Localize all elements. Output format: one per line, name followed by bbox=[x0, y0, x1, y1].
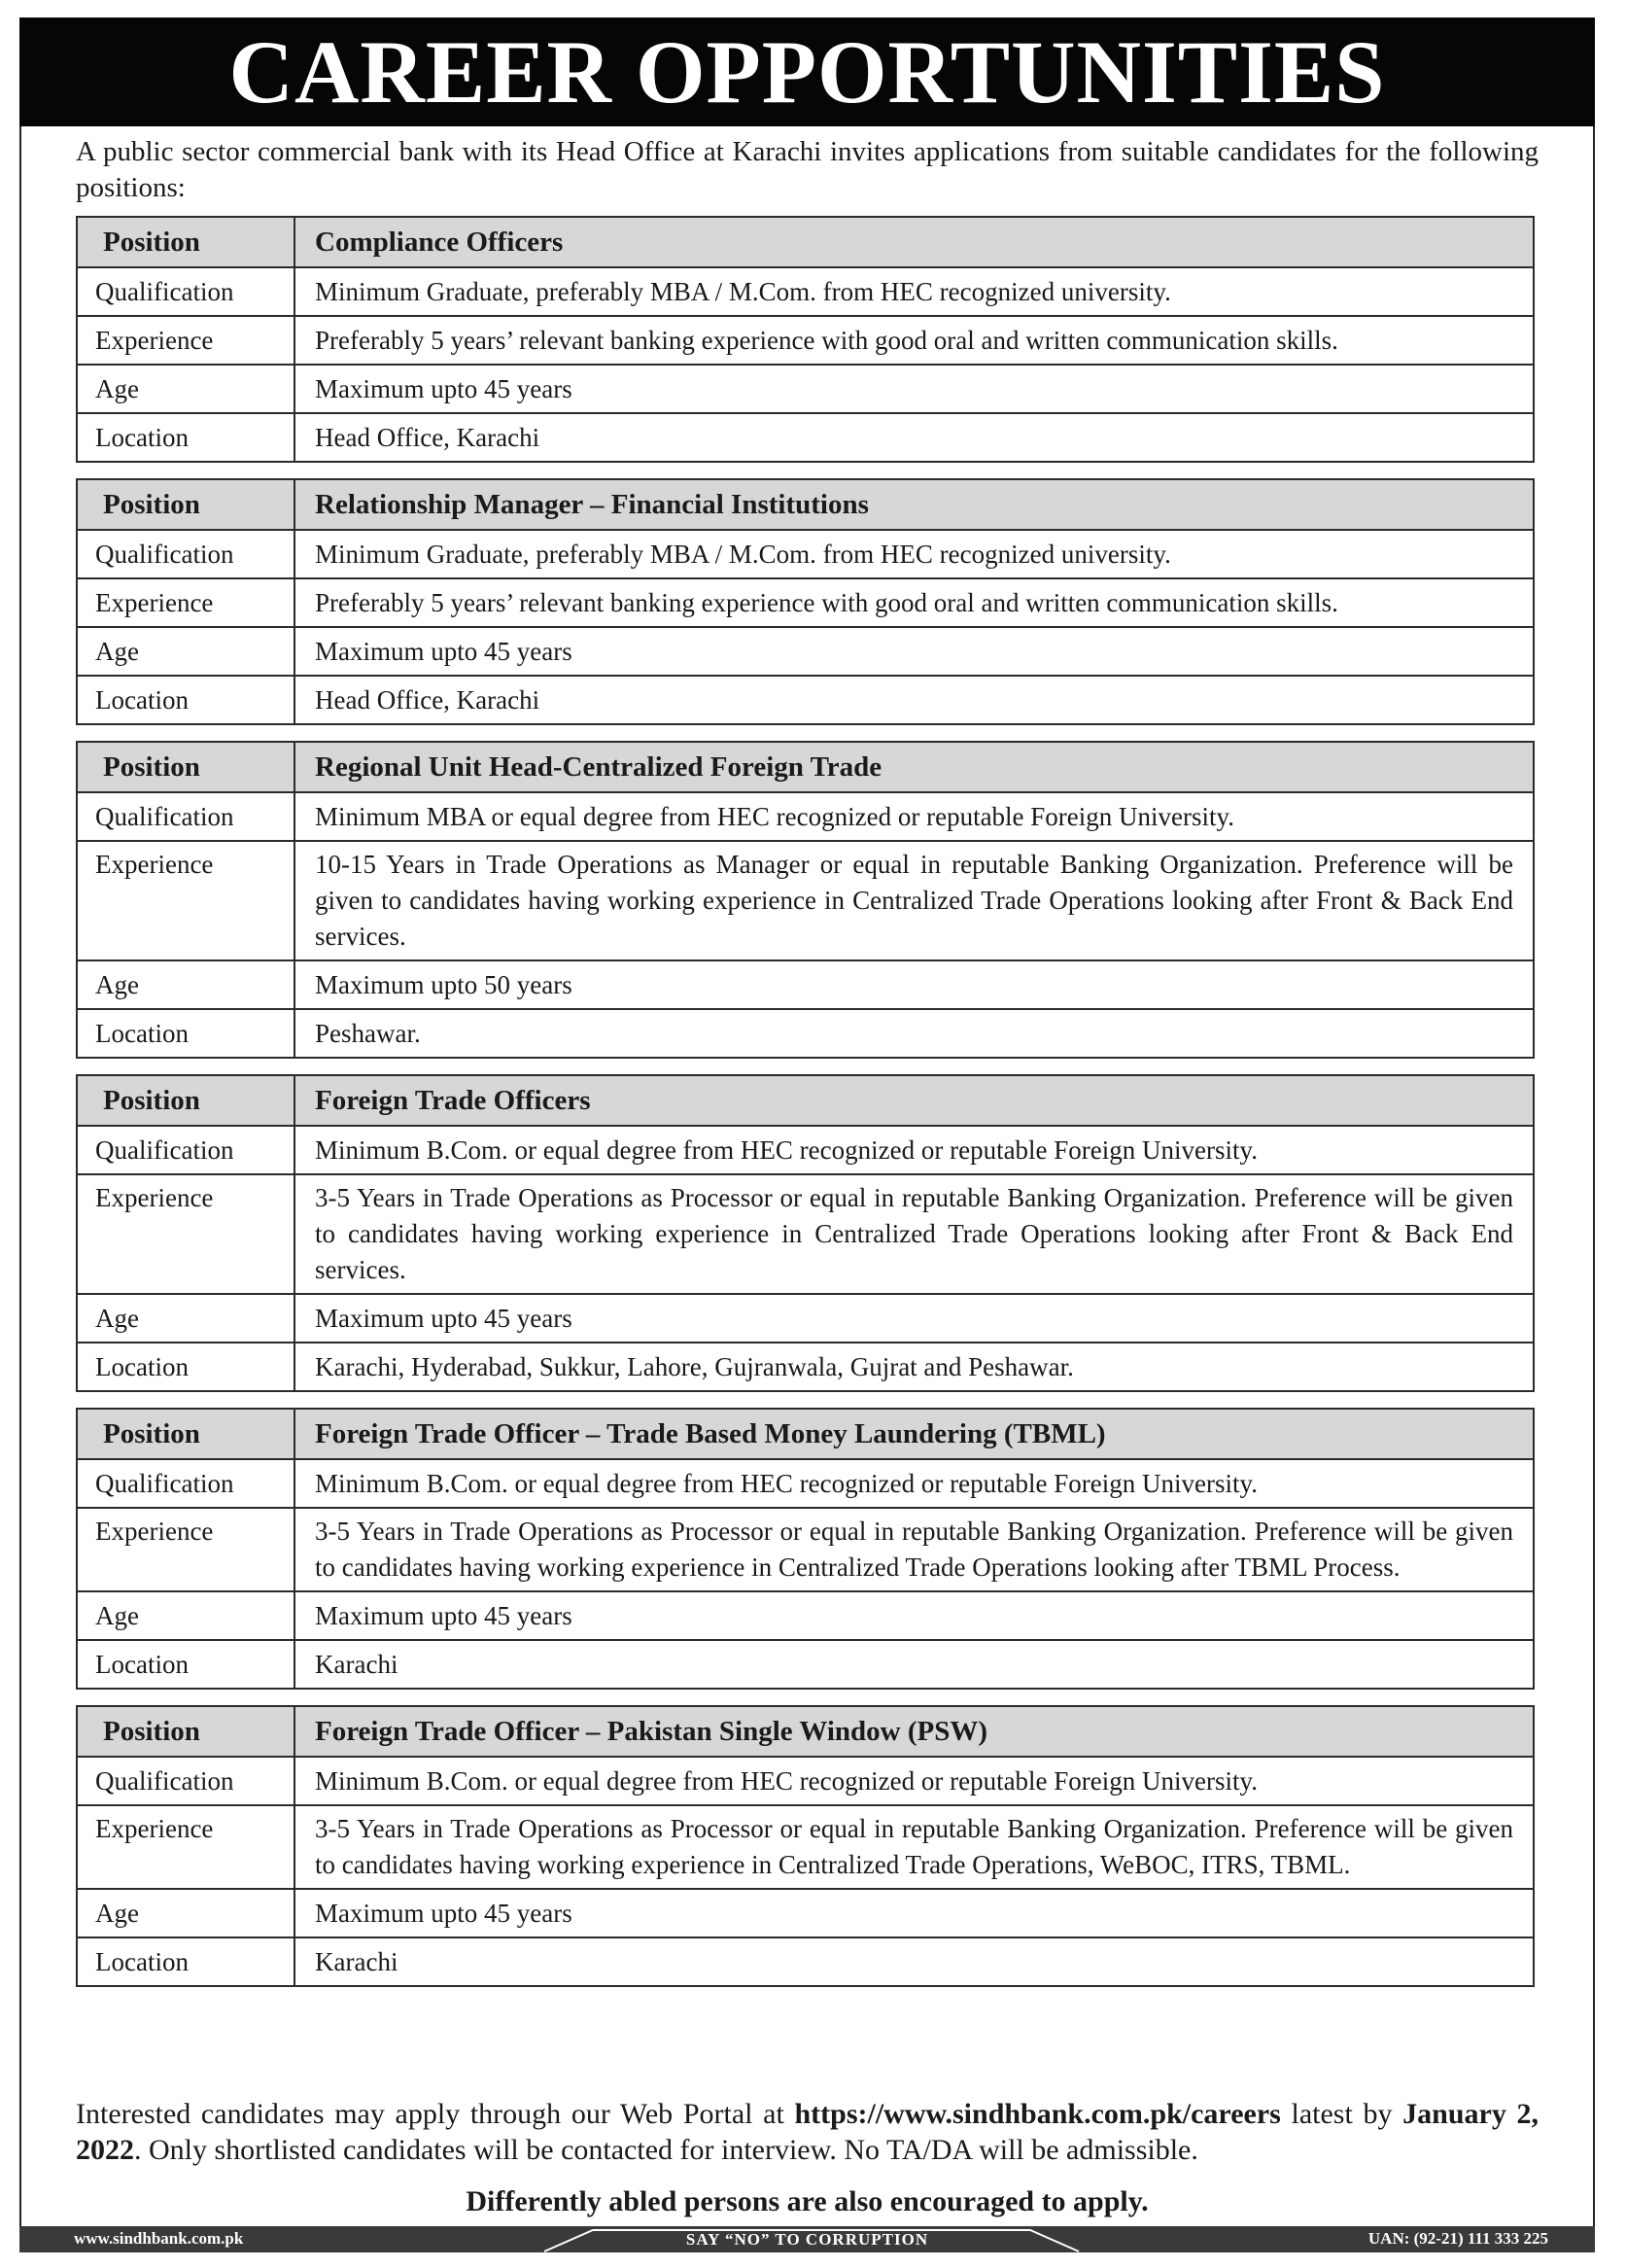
position-title: Foreign Trade Officers bbox=[294, 1075, 1534, 1126]
location-row bbox=[77, 676, 1534, 724]
experience-value: 3-5 Years in Trade Operations as Processor or equal in reputable Banking Organization. Preference will be given to candidates having working experience in Centralized Trade Operations looking after TBML Process. bbox=[294, 1508, 1534, 1591]
qualification-row bbox=[77, 1459, 1534, 1508]
position-label: Position bbox=[77, 217, 294, 267]
position-title: Compliance Officers bbox=[294, 217, 1534, 267]
experience-value: 10-15 Years in Trade Operations as Manager or equal in reputable Banking Organization. Preference will be given to candidates having working experience in Centralized Trade Operations looking after Front & Back End services. bbox=[294, 841, 1534, 960]
position-label: Position bbox=[77, 479, 294, 530]
qualification-row bbox=[77, 530, 1534, 578]
experience-value: 3-5 Years in Trade Operations as Processor or equal in reputable Banking Organization. Preference will be given to candidates having working experience in Centralized Trade Operations, WeBOC, ITRS, TBML. bbox=[294, 1805, 1534, 1889]
qualification-value: Minimum B.Com. or equal degree from HEC recognized or reputable Foreign University. bbox=[294, 1126, 1534, 1174]
location-value: Karachi, Hyderabad, Sukkur, Lahore, Gujranwala, Gujrat and Peshawar. bbox=[294, 1343, 1534, 1391]
experience-value: Preferably 5 years’ relevant banking experience with good oral and written communication skills. bbox=[294, 316, 1534, 365]
age-value: Maximum upto 45 years bbox=[294, 1591, 1534, 1640]
experience-row bbox=[77, 1508, 1534, 1591]
age-row bbox=[77, 365, 1534, 413]
experience-row bbox=[77, 578, 1534, 627]
position-table bbox=[76, 1408, 1535, 1690]
experience-row bbox=[77, 1174, 1534, 1294]
age-value: Maximum upto 45 years bbox=[294, 365, 1534, 413]
experience-label: Experience bbox=[77, 1174, 294, 1294]
experience-label: Experience bbox=[77, 316, 294, 365]
position-table bbox=[76, 216, 1535, 463]
qualification-row bbox=[77, 267, 1534, 316]
age-label: Age bbox=[77, 627, 294, 676]
position-label: Position bbox=[77, 1409, 294, 1459]
location-label: Location bbox=[77, 413, 294, 462]
age-label: Age bbox=[77, 1294, 294, 1343]
closing-text-1: Interested candidates may apply through our Web Portal at bbox=[76, 2098, 795, 2130]
experience-label: Experience bbox=[77, 1508, 294, 1591]
closing-text-3: . Only shortlisted candidates will be contacted for interview. No TA/DA will be admissible. bbox=[134, 2134, 1198, 2166]
age-label: Age bbox=[77, 1889, 294, 1937]
position-title: Foreign Trade Officer – Trade Based Money Laundering (TBML) bbox=[294, 1409, 1534, 1459]
qualification-row bbox=[77, 1757, 1534, 1805]
qualification-label: Qualification bbox=[77, 1459, 294, 1508]
experience-row bbox=[77, 316, 1534, 365]
qualification-value: Minimum MBA or equal degree from HEC recognized or reputable Foreign University. bbox=[294, 792, 1534, 841]
page-title: CAREER OPPORTUNITIES bbox=[19, 17, 1595, 126]
qualification-label: Qualification bbox=[77, 1126, 294, 1174]
position-label: Position bbox=[77, 742, 294, 792]
position-title: Relationship Manager – Financial Institutions bbox=[294, 479, 1534, 530]
position-title: Regional Unit Head-Centralized Foreign Trade bbox=[294, 742, 1534, 792]
qualification-value: Minimum B.Com. or equal degree from HEC recognized or reputable Foreign University. bbox=[294, 1459, 1534, 1508]
qualification-label: Qualification bbox=[77, 792, 294, 841]
position-header-row bbox=[77, 1075, 1534, 1126]
qualification-value: Minimum Graduate, preferably MBA / M.Com. from HEC recognized university. bbox=[294, 267, 1534, 316]
location-row bbox=[77, 1937, 1534, 1986]
footer-uan: UAN: (92-21) 111 333 225 bbox=[1367, 2229, 1548, 2248]
location-value: Karachi bbox=[294, 1640, 1534, 1689]
closing-text-2: latest by bbox=[1280, 2098, 1403, 2130]
location-label: Location bbox=[77, 676, 294, 724]
location-value: Peshawar. bbox=[294, 1009, 1534, 1058]
age-value: Maximum upto 45 years bbox=[294, 1889, 1534, 1937]
location-row bbox=[77, 1009, 1534, 1058]
location-label: Location bbox=[77, 1640, 294, 1689]
experience-row bbox=[77, 1805, 1534, 1889]
qualification-value: Minimum Graduate, preferably MBA / M.Com. from HEC recognized university. bbox=[294, 530, 1534, 578]
location-row bbox=[77, 413, 1534, 462]
location-value: Head Office, Karachi bbox=[294, 676, 1534, 724]
qualification-label: Qualification bbox=[77, 267, 294, 316]
age-row bbox=[77, 1294, 1534, 1343]
position-table bbox=[76, 1705, 1535, 1987]
location-row bbox=[77, 1640, 1534, 1689]
position-title: Foreign Trade Officer – Pakistan Single Window (PSW) bbox=[294, 1706, 1534, 1757]
location-value: Head Office, Karachi bbox=[294, 413, 1534, 462]
location-label: Location bbox=[77, 1343, 294, 1391]
footer-slogan: SAY “NO” TO CORRUPTION bbox=[685, 2230, 929, 2249]
experience-label: Experience bbox=[77, 841, 294, 960]
location-row bbox=[77, 1343, 1534, 1391]
position-header-row bbox=[77, 742, 1534, 792]
intro-text: A public sector commercial bank with its Head Office at Karachi invites applications from suitable candidates for the following positions: bbox=[76, 136, 1539, 203]
age-value: Maximum upto 50 years bbox=[294, 960, 1534, 1009]
experience-label: Experience bbox=[77, 578, 294, 627]
age-label: Age bbox=[77, 960, 294, 1009]
age-label: Age bbox=[77, 365, 294, 413]
position-table bbox=[76, 741, 1535, 1059]
age-label: Age bbox=[77, 1591, 294, 1640]
position-header-row bbox=[77, 217, 1534, 267]
experience-label: Experience bbox=[77, 1805, 294, 1889]
positions-list bbox=[76, 216, 1535, 2003]
location-label: Location bbox=[77, 1937, 294, 1986]
age-value: Maximum upto 45 years bbox=[294, 1294, 1534, 1343]
experience-value: 3-5 Years in Trade Operations as Processor or equal in reputable Banking Organization. Preference will be given to candidates having working experience in Centralized Trade Operations looking after Front & Back End services. bbox=[294, 1174, 1534, 1294]
qualification-row bbox=[77, 1126, 1534, 1174]
position-label: Position bbox=[77, 1706, 294, 1757]
position-header-row bbox=[77, 1409, 1534, 1459]
deadline-date: January 2, 2022 bbox=[76, 2098, 1540, 2166]
age-row bbox=[77, 1889, 1534, 1937]
position-label: Position bbox=[77, 1075, 294, 1126]
position-header-row bbox=[77, 1706, 1534, 1757]
qualification-label: Qualification bbox=[77, 530, 294, 578]
location-value: Karachi bbox=[294, 1937, 1534, 1986]
location-label: Location bbox=[77, 1009, 294, 1058]
position-header-row bbox=[77, 479, 1534, 530]
age-row bbox=[77, 960, 1534, 1009]
careers-link[interactable]: https://www.sindhbank.com.pk/careers bbox=[794, 2098, 1281, 2130]
closing-paragraph bbox=[76, 2096, 1539, 2168]
qualification-value: Minimum B.Com. or equal degree from HEC recognized or reputable Foreign University. bbox=[294, 1757, 1534, 1805]
footer-website: www.sindhbank.com.pk bbox=[74, 2229, 244, 2248]
age-row bbox=[77, 1591, 1534, 1640]
experience-value: Preferably 5 years’ relevant banking experience with good oral and written communication skills. bbox=[294, 578, 1534, 627]
position-table bbox=[76, 1074, 1535, 1392]
age-value: Maximum upto 45 years bbox=[294, 627, 1534, 676]
experience-row bbox=[77, 841, 1534, 960]
encouragement-note: Differently abled persons are also encouraged to apply. bbox=[466, 2185, 1149, 2217]
qualification-row bbox=[77, 792, 1534, 841]
footer-bar bbox=[19, 2226, 1595, 2252]
age-row bbox=[77, 627, 1534, 676]
qualification-label: Qualification bbox=[77, 1757, 294, 1805]
position-table bbox=[76, 478, 1535, 725]
